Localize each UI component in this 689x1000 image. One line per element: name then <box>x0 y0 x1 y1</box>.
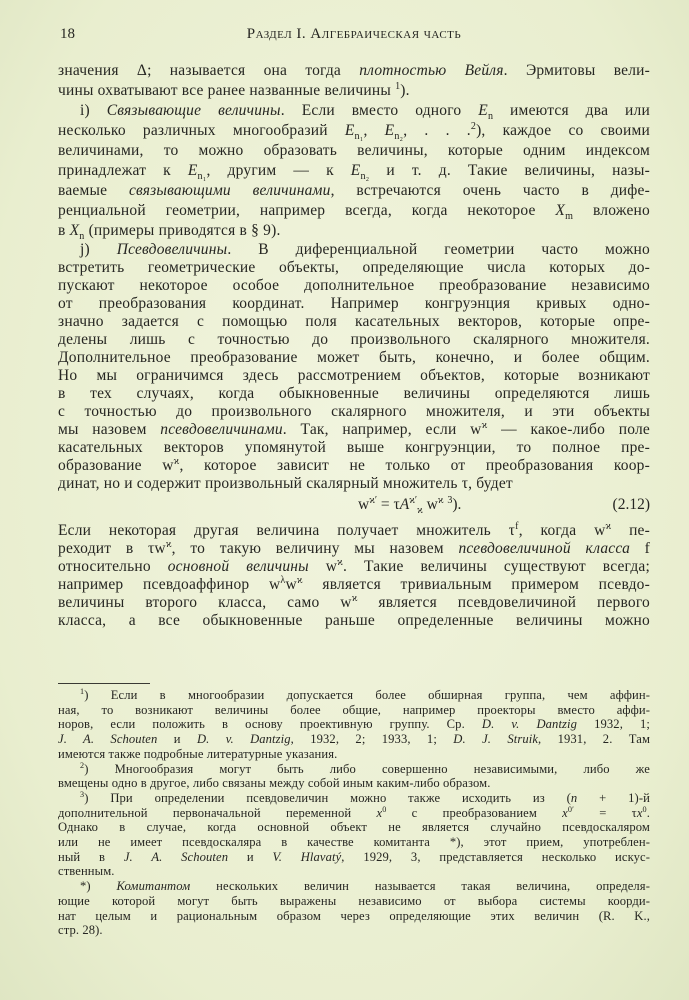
text-line <box>58 475 650 493</box>
paragraph <box>58 762 650 791</box>
subscript: n₁ <box>354 131 364 143</box>
superscript: 0′ <box>567 804 574 814</box>
superscript: ϰ′ <box>369 494 378 506</box>
text-line <box>58 612 650 630</box>
text-line <box>58 594 650 612</box>
footnotes <box>58 688 650 938</box>
text-run: делены лишь с точностью до произвольного скалярного множителя. <box>58 331 650 348</box>
text-run: вмещены одно в другое, либо связаны между собой иным каким-либо образом. <box>58 776 491 791</box>
text-run: . Эрмитовы вели- <box>503 62 650 79</box>
text-run: . Так, например, если w <box>282 421 482 438</box>
text-run: Если некоторая другая величина получает множитель τ <box>58 522 516 539</box>
text-run: . В диференциальной геометрии часто можно <box>227 241 650 258</box>
text-run: . <box>646 805 650 820</box>
text-line <box>58 879 650 894</box>
paragraph <box>58 522 650 630</box>
text-run: ). <box>400 82 410 99</box>
text-line <box>58 835 650 850</box>
text-run: . Такие величины существуют всегда; <box>342 558 651 575</box>
superscript: ϰ <box>296 574 303 586</box>
running-header <box>58 26 650 46</box>
superscript: 1 <box>80 686 85 696</box>
text-run: в <box>58 222 70 239</box>
text-run: относительно <box>58 558 168 575</box>
text-line <box>58 181 650 201</box>
text-line <box>58 791 650 806</box>
text-line <box>58 776 650 791</box>
text-line <box>58 762 650 777</box>
italic-text: n <box>570 790 578 805</box>
italic-text: D. v. Dantzig <box>481 717 578 732</box>
superscript: λ <box>280 574 286 586</box>
text-run: , встречаются очень часто в дифе- <box>330 182 650 199</box>
superscript: ϰ <box>173 455 180 467</box>
text-line <box>58 864 650 879</box>
text-run: дополнительной первоначальной переменной <box>58 805 377 820</box>
text-run: принадлежат к <box>58 162 188 179</box>
text-run: j) <box>80 241 117 258</box>
text-line <box>58 277 650 295</box>
text-line <box>58 313 650 331</box>
text-run: или не имеет псевдоскаляра в качестве комитанта *), этот прием, употреблен- <box>58 835 650 850</box>
text-run: величины второго класса, само w <box>58 594 352 611</box>
text-line <box>58 703 650 718</box>
text-line <box>58 923 650 938</box>
italic-text: связывающими величинами <box>128 182 331 199</box>
text-run: норов, если положить в основу проективную группу. Ср. <box>58 717 482 732</box>
text-run: ренциальной геометрии, например всегда, когда некоторое <box>58 202 556 219</box>
text-run: реходит в τw <box>58 540 166 557</box>
italic-text: X <box>555 202 566 219</box>
italic-text: плотностью Вейля <box>359 62 504 79</box>
text-run: , которое зависит не только от преобразования коор- <box>179 457 650 474</box>
text-line <box>58 101 650 121</box>
text-run: от преобразования координат. Например конгруэнция кривых одно- <box>58 295 650 312</box>
italic-text: псевдовеличиной класса <box>458 540 631 557</box>
text-run: мы назовем <box>58 421 161 438</box>
text-line <box>58 576 650 594</box>
text-line <box>58 688 650 703</box>
text-run: и <box>228 849 273 864</box>
text-run: и т. д. Такие величины, назы- <box>369 162 650 179</box>
text-run: ) Многообразия могут быть либо совершенно независимыми, либо же <box>84 761 650 776</box>
text-line <box>58 558 650 576</box>
text-line <box>58 221 650 241</box>
italic-text: J. A. Schouten <box>123 849 229 864</box>
text-run: 1932, 1; <box>577 717 650 732</box>
text-run: , то такую величину мы назовем <box>171 540 459 557</box>
superscript: 3 <box>447 494 453 506</box>
text-line <box>58 457 650 475</box>
subscript: n₁ <box>197 171 207 183</box>
italic-text: Связывающие величины <box>106 102 281 119</box>
text-line <box>58 81 650 101</box>
text-run: динат, но и содержит произвольный скалярный множитель τ, будет <box>58 475 513 492</box>
superscript: 1 <box>395 80 401 92</box>
text-line <box>58 850 650 865</box>
text-run: (примеры приводятся в § 9). <box>84 222 281 239</box>
text-run: — какое-либо поле <box>487 421 651 438</box>
equation-expression <box>358 494 462 517</box>
italic-text: V. Hlavatý <box>272 849 342 864</box>
text-run: стр. 28). <box>58 923 103 938</box>
text-line <box>58 421 650 439</box>
text-line <box>58 141 650 161</box>
text-line <box>58 349 650 367</box>
text-line <box>58 295 650 313</box>
body-text-section-1 <box>58 61 650 241</box>
text-run: является тривиальным примером псевдо- <box>302 576 650 593</box>
text-run: *) <box>80 879 117 894</box>
text-run: имеются также подробные литературные указания. <box>58 746 338 761</box>
text-run: нат целым и рациональным образом через определяющие этих величин (R. K., <box>58 908 650 923</box>
text-run: ваемые <box>58 182 129 199</box>
text-run: w <box>285 576 297 593</box>
paragraph <box>58 791 650 879</box>
paragraph <box>58 688 650 762</box>
text-run: величинами, то можно образовать величины, которые одним индексом <box>58 142 650 159</box>
text-run: ственным. <box>58 864 115 879</box>
text-run: значно задается с помощью поля касательных векторов, которые опре- <box>58 313 650 330</box>
text-run: . Если вместо одного <box>280 102 479 119</box>
text-run: , 1931, 2. Там <box>538 732 651 747</box>
superscript: ϰ <box>165 538 172 550</box>
text-line <box>58 161 650 181</box>
text-line <box>58 439 650 457</box>
text-line <box>58 522 650 540</box>
text-run: Однако в случае, когда основной объект не является случайно псевдоскаляром <box>58 820 650 835</box>
text-run: является псевдовеличиной первого <box>357 594 650 611</box>
text-line <box>58 385 650 403</box>
italic-text: D. J. Struik <box>453 732 539 747</box>
text-line <box>58 820 650 835</box>
text-run: w <box>358 496 370 513</box>
text-run: пе- <box>611 522 651 539</box>
body-text-section-3 <box>58 522 650 630</box>
italic-text: x <box>562 805 568 820</box>
subscript: m <box>565 211 574 223</box>
superscript: 3 <box>80 789 85 799</box>
text-run: ) При определении псевдовеличин можно также исходить из ( <box>84 790 571 805</box>
italic-text: E <box>350 162 361 179</box>
page-number: 18 <box>60 26 75 42</box>
text-line <box>58 540 650 558</box>
italic-text: A <box>399 496 410 513</box>
text-run: образование w <box>58 457 174 474</box>
subscript: n₂ <box>360 171 370 183</box>
text-run: с преобразованием <box>386 805 563 820</box>
italic-text: x <box>636 805 643 820</box>
text-line <box>58 403 650 421</box>
italic-text: Псевдовеличины <box>116 241 228 258</box>
italic-text: псевдовеличинами <box>160 421 283 438</box>
text-line <box>58 331 650 349</box>
paragraph <box>58 101 650 241</box>
text-run: значения Δ; называется она тогда <box>58 62 360 79</box>
text-run: w <box>308 558 338 575</box>
superscript: ϰ <box>605 520 612 532</box>
italic-text: J. A. Schouten <box>58 732 158 747</box>
text-run: , 1932, 2; 1933, 1; <box>290 732 454 747</box>
text-run: например псевдоаффинор w <box>58 576 281 593</box>
text-line <box>58 747 650 762</box>
italic-text: D. v. Dantzig <box>196 732 291 747</box>
superscript: ϰ <box>337 556 343 568</box>
text-run: , <box>363 122 385 139</box>
superscript: 0 <box>642 804 647 814</box>
text-run: , 1929, 3, представляется несколько искус- <box>341 849 650 864</box>
text-run: несколько различных многообразий <box>58 122 345 139</box>
paragraph <box>58 61 650 101</box>
equation-number: (2.12) <box>612 496 650 513</box>
italic-text: x <box>376 805 383 820</box>
subscript: n₂ <box>394 131 404 143</box>
text-run: касательных векторов упомянутой выше конгруэнции, то полное пре- <box>58 439 650 456</box>
text-line <box>58 201 650 221</box>
text-run: w <box>422 496 438 513</box>
text-line <box>58 732 650 747</box>
superscript: f <box>515 520 519 532</box>
superscript: ϰ <box>351 592 358 604</box>
text-run: в тех случаях, когда обыкновенные величины определяются лишь <box>58 385 650 402</box>
superscript: 0 <box>382 804 387 814</box>
equation-2-12 <box>58 496 650 518</box>
superscript: ϰ′ <box>409 494 418 506</box>
text-run: и <box>157 732 197 747</box>
footnote-separator <box>58 683 150 684</box>
subscript: ϰ <box>417 505 423 517</box>
text-line <box>58 717 650 732</box>
subscript: n <box>487 111 494 123</box>
text-run: ). <box>452 496 462 513</box>
italic-text: E <box>478 102 488 119</box>
text-run: имеются два или <box>493 102 650 119</box>
text-run: ная, то возникают величины более общие, например проекторы вместо аффи- <box>58 702 650 717</box>
text-run: ющие которой могут быть выражены независимо от выбора системы коорди- <box>58 893 650 908</box>
text-run: вложено <box>573 202 650 219</box>
italic-text: основной величины <box>167 558 309 575</box>
text-run: с точностью до произвольного скалярного множителя, и эти объекты <box>58 403 650 420</box>
text-run: f <box>630 540 651 557</box>
text-line <box>58 121 650 141</box>
superscript: 2 <box>470 120 477 132</box>
running-title: Раздел I. Алгебраическая часть <box>246 26 462 42</box>
text-run: , другим — к <box>206 162 351 179</box>
superscript: ϰ <box>437 494 444 506</box>
italic-text: E <box>344 122 355 139</box>
text-run: , когда w <box>518 522 606 539</box>
text-line <box>58 806 650 821</box>
text-run: = τ <box>573 805 637 820</box>
text-run: + 1)-й <box>577 790 650 805</box>
italic-text: E <box>187 162 198 179</box>
text-run: ), каждое со своими <box>476 122 651 139</box>
text-run: i) <box>80 102 107 119</box>
text-run: = τ <box>377 496 400 513</box>
text-run: ный в <box>58 849 124 864</box>
body-text-section-2 <box>58 241 650 493</box>
text-line <box>58 61 650 81</box>
text-run: Но мы ограничимся здесь рассмотрением объектов, которые возникают <box>58 367 650 384</box>
text-run: класса, а все обыкновенные раньше определенные величины можно <box>58 612 650 629</box>
text-line <box>58 259 650 277</box>
text-run: нескольких величин называется такая величина, определя- <box>190 879 650 894</box>
text-run: ) Если в многообразии допускается более обширная группа, чем аффин- <box>84 688 650 702</box>
italic-text: E <box>384 122 395 139</box>
text-line <box>58 894 650 909</box>
text-run: чины охватывают все ранее названные величины <box>58 82 396 99</box>
subscript: n <box>79 231 85 243</box>
text-run: Дополнительное преобразование может быть, конечно, и более общим. <box>58 349 650 366</box>
text-line <box>58 367 650 385</box>
text-line <box>58 909 650 924</box>
text-run: встретить геометрические объекты, определяющие числа которых до- <box>58 259 650 276</box>
text-run: , . . . <box>403 122 471 139</box>
superscript: ϰ <box>481 419 488 431</box>
superscript: 2 <box>80 760 85 770</box>
paragraph <box>58 241 650 493</box>
italic-text: Комитантом <box>116 879 191 894</box>
paragraph <box>58 879 650 938</box>
text-run: пускают некоторое особое дополнительное преобразование независимо <box>58 277 650 294</box>
text-line <box>58 241 650 259</box>
italic-text: X <box>69 222 80 239</box>
